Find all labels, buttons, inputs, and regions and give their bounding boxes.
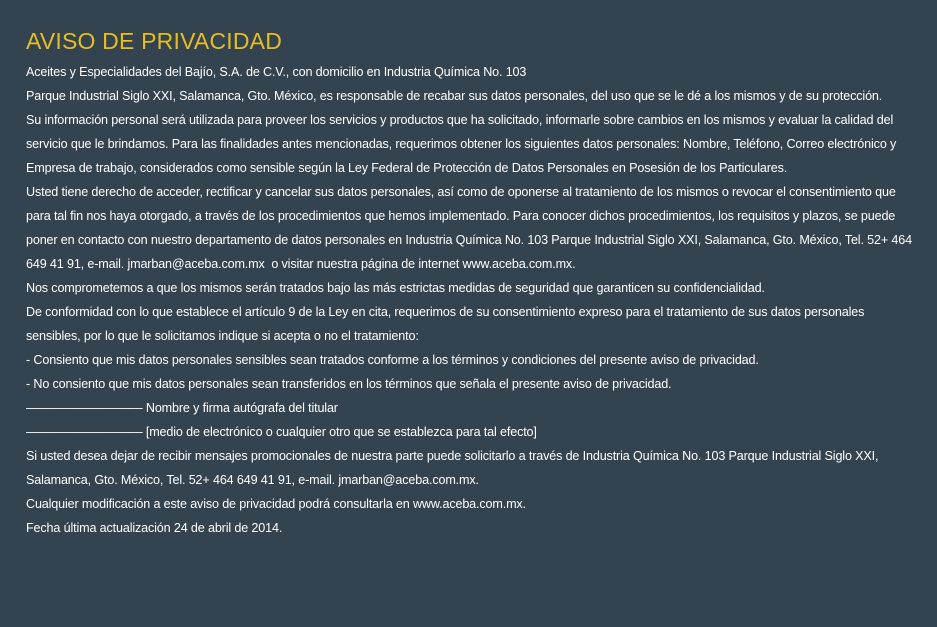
- paragraph-confidentiality: Nos comprometemos a que los mismos serán tratados bajo las más estrictas medidas de seguridad que garanticen su confidencialidad.: [26, 281, 765, 295]
- last-updated-date: Fecha última actualización 24 de abril de 2014.: [26, 521, 283, 535]
- paragraph-arco-rights: Usted tiene derecho de acceder, rectificar y cancelar sus datos personales, así como de oponerse al tratamiento de los mismos o revocar el consentimiento que para tal fin nos haya otorgado, a través de los procedimientos que hemos implementado. Para conocer dichos procedimientos, los requisitos y plazos, se puede poner en contacto con nuestro departamento de datos personales en Industria Química No. 103 Parque Industrial Siglo XXI, Salamanca, Gto. México, Tel. 52+ 464 649 41 91, e-mail. jmarban@aceba.com.mx o visitar nuestra página de internet www.aceba.com.mx.: [26, 185, 916, 271]
- signature-line: ––––––––––––––––– Nombre y firma autógrafa del titular: [26, 401, 338, 415]
- consent-option-decline: - No consiento que mis datos personales sean transferidos en los términos que señala el presente aviso de privacidad.: [26, 377, 672, 391]
- paragraph-consent-request: De conformidad con lo que establece el artículo 9 de la Ley en cita, requerimos de su consentimiento expreso para el tratamiento de sus datos personales sensibles, por lo que le solicitamos indique si acepta o no el tratamiento:: [26, 305, 868, 343]
- paragraph-responsibility: Parque Industrial Siglo XXI, Salamanca, Gto. México, es responsable de recabar sus datos personales, del uso que se le dé a los mismos y de su protección.: [26, 89, 883, 103]
- page-title: AVISO DE PRIVACIDAD: [26, 28, 283, 54]
- paragraph-opt-out: Si usted desea dejar de recibir mensajes promocionales de nuestra parte puede solicitarlo a través de Industria Química No. 103 Parque Industrial Siglo XXI, Salamanca, Gto. México, Tel. 52+ 464 649 41 91, e-mail. jmarban@aceba.com.mx.: [26, 449, 882, 487]
- notice-body: [26, 60, 915, 540]
- electronic-medium-line: ––––––––––––––––– [medio de electrónico o cualquier otro que se establezca para tal efecto]: [26, 425, 537, 439]
- paragraph-company-address: Aceites y Especialidades del Bajío, S.A. de C.V., con domicilio en Industria Química No. 103: [26, 65, 527, 79]
- paragraph-data-usage: Su información personal será utilizada para proveer los servicios y productos que ha solicitado, informarle sobre cambios en los mismos y evaluar la calidad del servicio que le brindamos. Para las finalidades antes mencionadas, requerimos obtener los siguientes datos personales: Nombre, Teléfono, Correo electrónico y Empresa de trabajo, considerados como sensible según la Ley Federal de Protección de Datos Personales en Posesión de los Particulares.: [26, 113, 900, 175]
- paragraph-modifications: Cualquier modificación a este aviso de privacidad podrá consultarla en www.aceba.com.mx.: [26, 497, 526, 511]
- consent-option-accept: - Consiento que mis datos personales sensibles sean tratados conforme a los términos y condiciones del presente aviso de privacidad.: [26, 353, 759, 367]
